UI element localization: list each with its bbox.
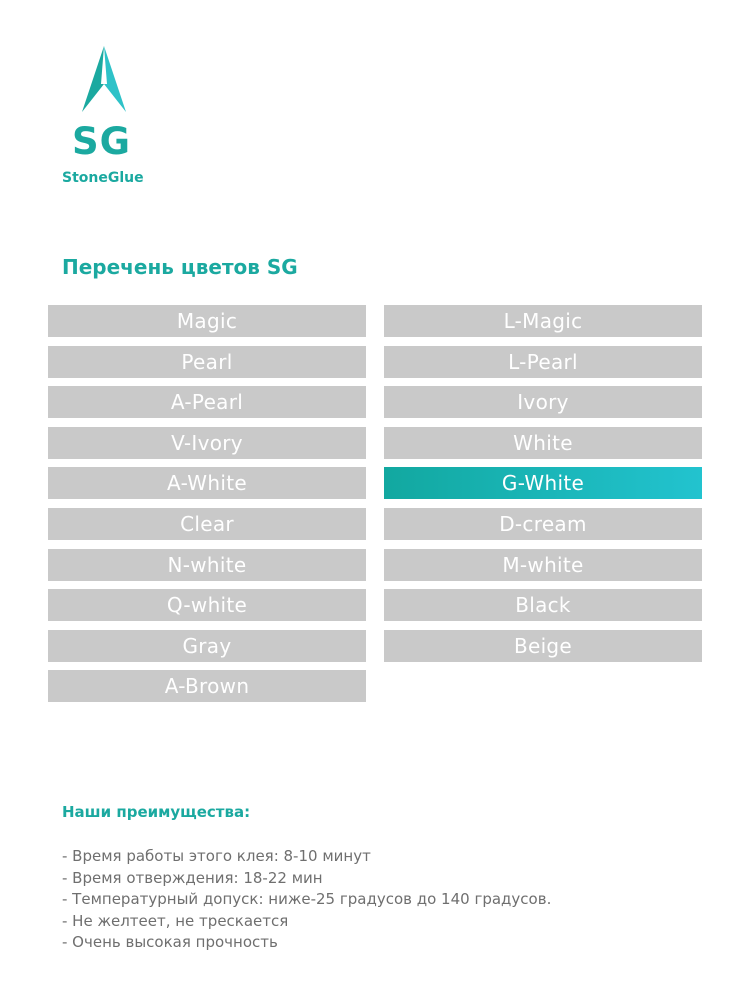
colors-column-left: [48, 305, 366, 711]
color-swatch: Pearl: [48, 346, 366, 378]
brand-logo: [62, 44, 162, 194]
color-swatch: Ivory: [384, 386, 702, 418]
advantage-item: - Время отверждения: 18-22 мин: [62, 868, 323, 887]
color-swatch: G-White: [384, 467, 702, 499]
color-swatch: L-Pearl: [384, 346, 702, 378]
color-swatch: Magic: [48, 305, 366, 337]
color-swatch: Gray: [48, 630, 366, 662]
advantages-title: Наши преимущества:: [62, 803, 251, 821]
color-swatch: L-Magic: [384, 305, 702, 337]
advantage-item: - Очень высокая прочность: [62, 933, 278, 951]
color-swatch: N-white: [48, 549, 366, 581]
advantage-item: - Не желтеет, не трескается: [62, 911, 289, 930]
color-swatch: Beige: [384, 630, 702, 662]
color-swatch: D-cream: [384, 508, 702, 540]
advantages-list: [62, 846, 551, 954]
color-swatch: A-Pearl: [48, 386, 366, 418]
color-swatch: M-white: [384, 549, 702, 581]
color-swatch: Clear: [48, 508, 366, 540]
color-swatch: Q-white: [48, 589, 366, 621]
color-swatch: A-White: [48, 467, 366, 499]
color-swatch: White: [384, 427, 702, 459]
colors-title: Перечень цветов SG: [62, 255, 298, 279]
color-swatch: A-Brown: [48, 670, 366, 702]
brand-name: StoneGlue: [62, 170, 144, 186]
advantage-item: - Температурный допуск: ниже-25 градусов до 140 градусов.: [62, 890, 552, 908]
colors-column-right: [384, 305, 702, 670]
advantage-item: - Время работы этого клея: 8-10 минут: [62, 847, 371, 865]
arrowhead-icon: [76, 44, 132, 114]
brand-mark: SG: [72, 120, 132, 163]
color-swatch: Black: [384, 589, 702, 621]
color-swatch: V-Ivory: [48, 427, 366, 459]
